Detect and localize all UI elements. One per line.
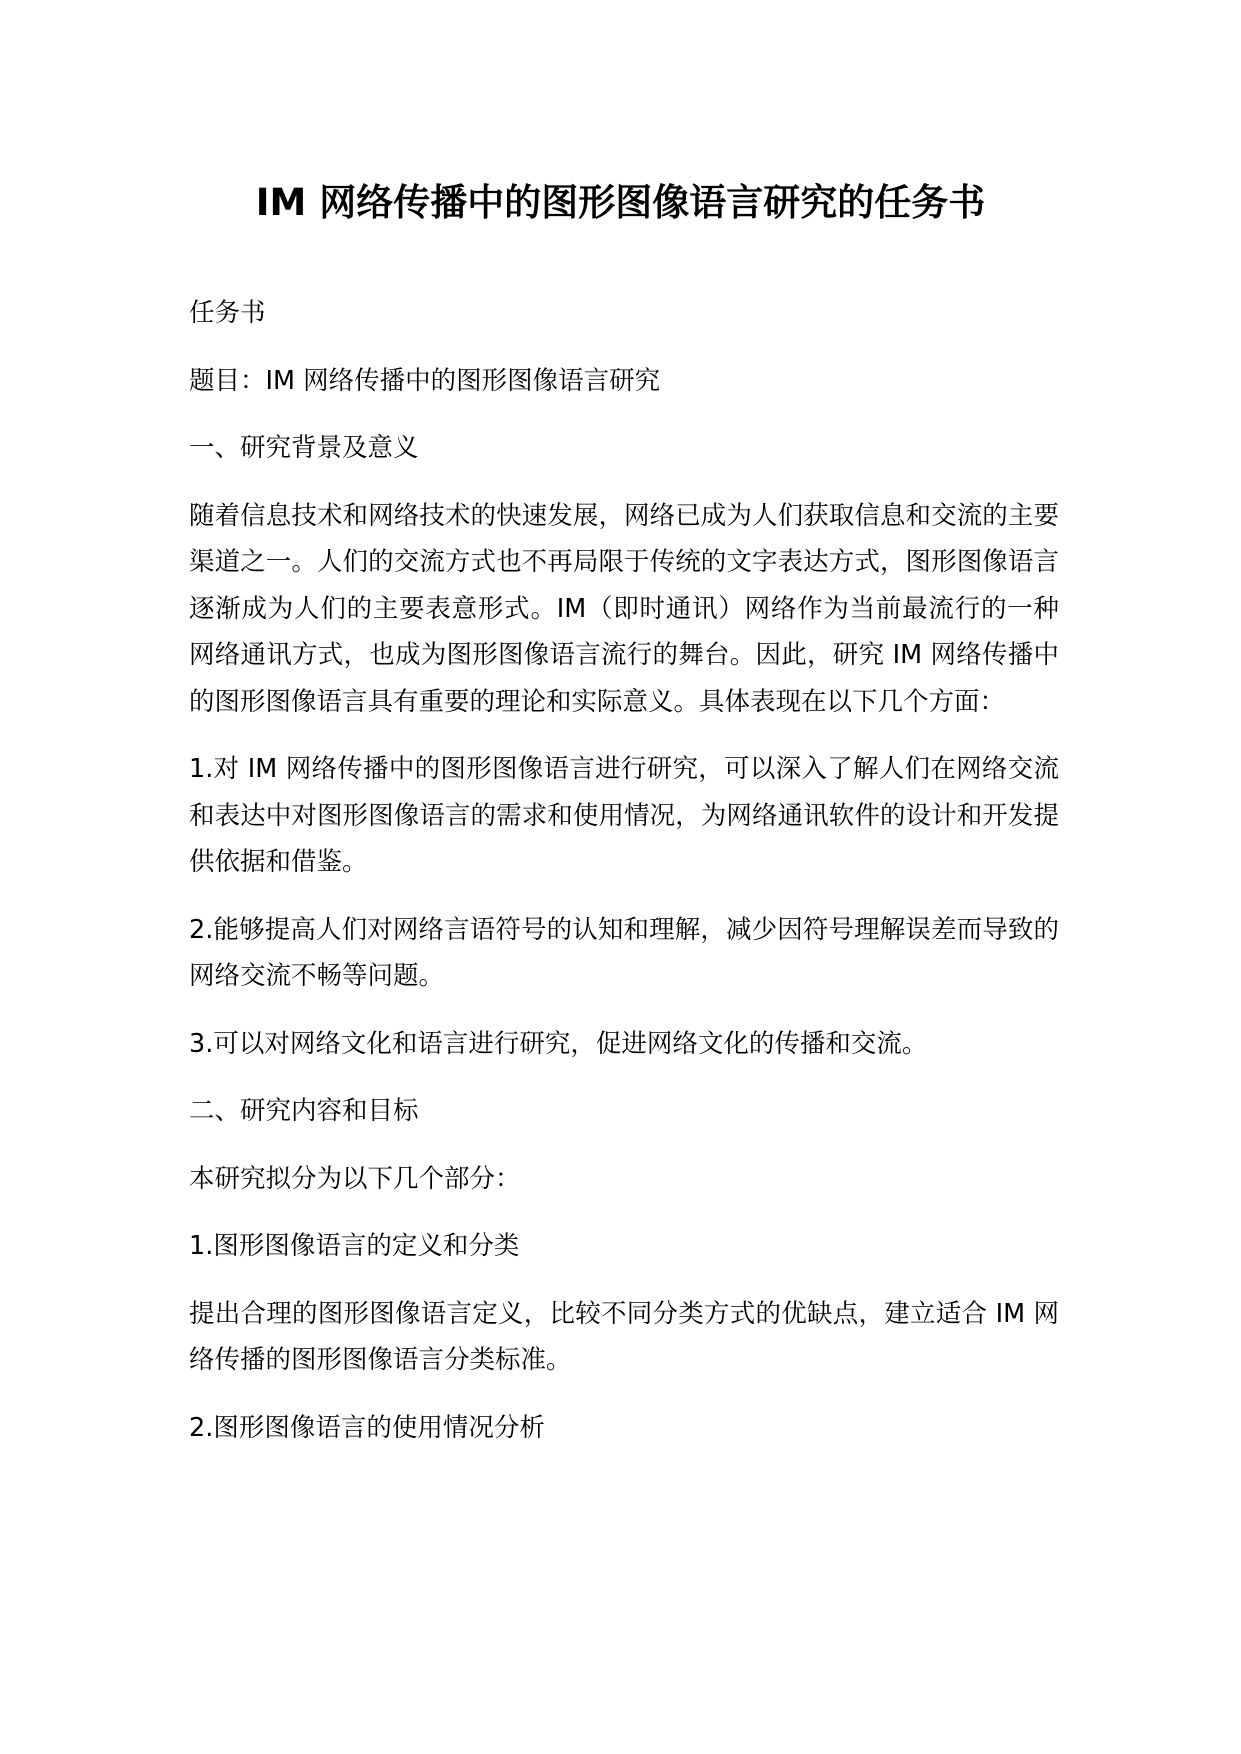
paragraph-topic: 题目：IM 网络传播中的图形图像语言研究 <box>189 365 661 396</box>
paragraph: 提出合理的图形图像语言定义，比较不同分类方式的优缺点，建立适合 IM 网络传播的图形图像语言分类标准。 <box>189 1298 1059 1375</box>
document-body <box>189 290 1059 1472</box>
document-title: IM 网络传播中的图形图像语言研究的任务书 <box>255 181 986 224</box>
subsection-heading: 1.图形图像语言的定义和分类 <box>189 1231 520 1261</box>
paragraph: 本研究拟分为以下几个部分： <box>189 1163 521 1194</box>
paragraph-label: 任务书 <box>189 298 266 328</box>
section-heading: 一、研究背景及意义 <box>189 433 419 463</box>
list-item: 1.对 IM 网络传播中的图形图像语言进行研究，可以深入了解人们在网络交流和表达中对图形图像语言的需求和使用情况，为网络通讯软件的设计和开发提供依据和借鉴。 <box>189 754 1059 877</box>
list-item: 3.可以对网络文化和语言进行研究，促进网络文化的传播和交流。 <box>189 1028 928 1059</box>
list-item: 2.能够提高人们对网络言语符号的认知和理解，减少因符号理解误差而导致的网络交流不畅等问题。 <box>189 914 1059 991</box>
paragraph: 随着信息技术和网络技术的快速发展，网络已成为人们获取信息和交流的主要渠道之一。人们的交流方式也不再局限于传统的文字表达方式，图形图像语言逐渐成为人们的主要表意形式。IM（即时通讯）网络作为当前最流行的一种网络通讯方式，也成为图形图像语言流行的舞台。因此，研究 IM 网络传播中的图形图像语言具有重要的理论和实际意义。具体表现在以下几个方面： <box>189 500 1059 717</box>
section-heading: 二、研究内容和目标 <box>189 1096 419 1126</box>
subsection-heading: 2.图形图像语言的使用情况分析 <box>189 1412 545 1443</box>
